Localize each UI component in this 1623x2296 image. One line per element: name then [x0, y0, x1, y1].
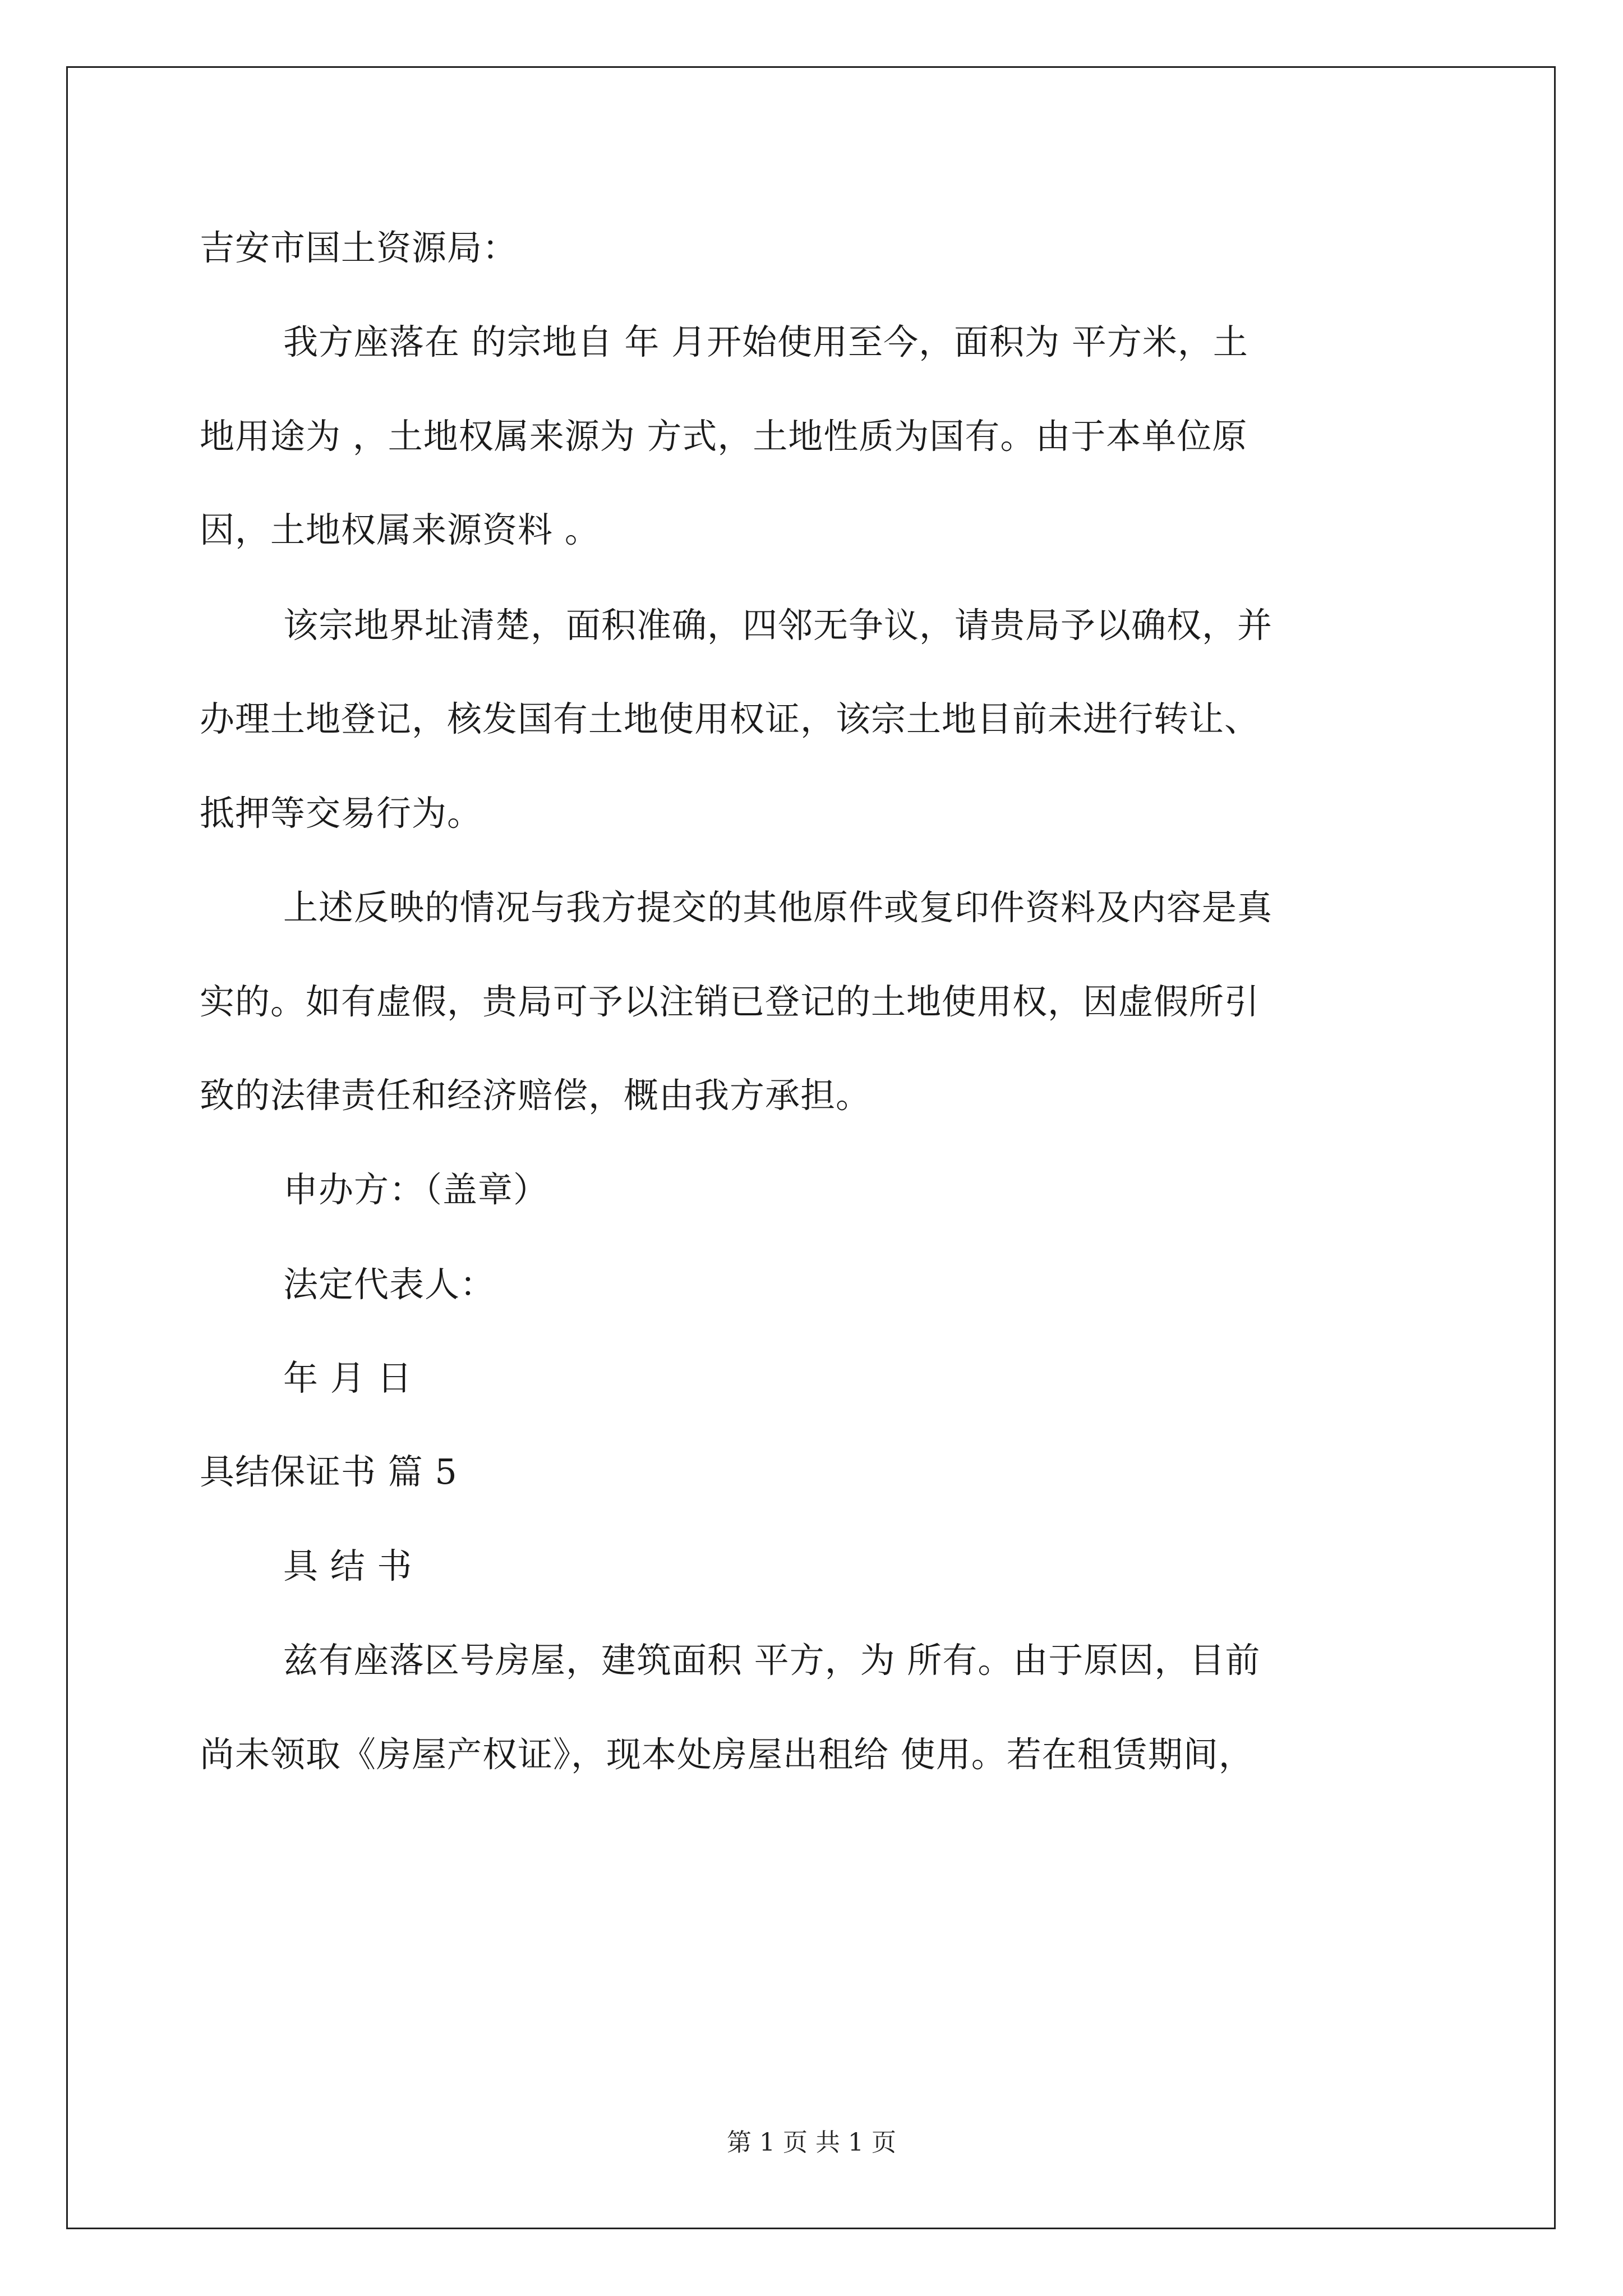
paragraph-line: 实的。如有虚假，贵局可予以注销已登记的土地使用权，因虚假所引 [200, 981, 1260, 1022]
applicant-line: 申办方：（盖章） [283, 1169, 549, 1210]
page-border [66, 66, 1556, 2229]
paragraph-line: 抵押等交易行为。 [200, 793, 483, 834]
section-title: 具结保证书 篇 5 [200, 1451, 458, 1492]
paragraph-line: 地用途为 ，土地权属来源为 方式，土地性质为国有。由于本单位原 [200, 416, 1248, 457]
paragraph-line: 因，土地权属来源资料 。 [200, 509, 600, 550]
date-line: 年 月 日 [283, 1358, 413, 1398]
legal-representative-line: 法定代表人： [283, 1264, 496, 1305]
paragraph-line: 上述反映的情况与我方提交的其他原件或复印件资料及内容是真 [283, 887, 1273, 928]
paragraph-line: 致的法律责任和经济赔偿，概由我方承担。 [200, 1075, 872, 1116]
paragraph-line: 兹有座落区号房屋，建筑面积 平方，为 所有。由于原因，目前 [283, 1640, 1261, 1681]
subtitle: 具 结 书 [283, 1545, 413, 1586]
paragraph-line: 该宗地界址清楚，面积准确，四邻无争议，请贵局予以确权，并 [283, 605, 1273, 646]
paragraph-line: 办理土地登记，核发国有土地使用权证，该宗土地目前未进行转让、 [200, 698, 1260, 739]
addressee: 吉安市国土资源局： [200, 227, 518, 268]
page-footer: 第 1 页 共 1 页 [727, 2128, 896, 2157]
paragraph-line: 我方座落在 的宗地自 年 月开始使用至今，面积为 平方米，土 [283, 321, 1248, 362]
paragraph-line: 尚未领取《房屋产权证》，现本处房屋出租给 使用。若在租赁期间， [200, 1734, 1254, 1775]
